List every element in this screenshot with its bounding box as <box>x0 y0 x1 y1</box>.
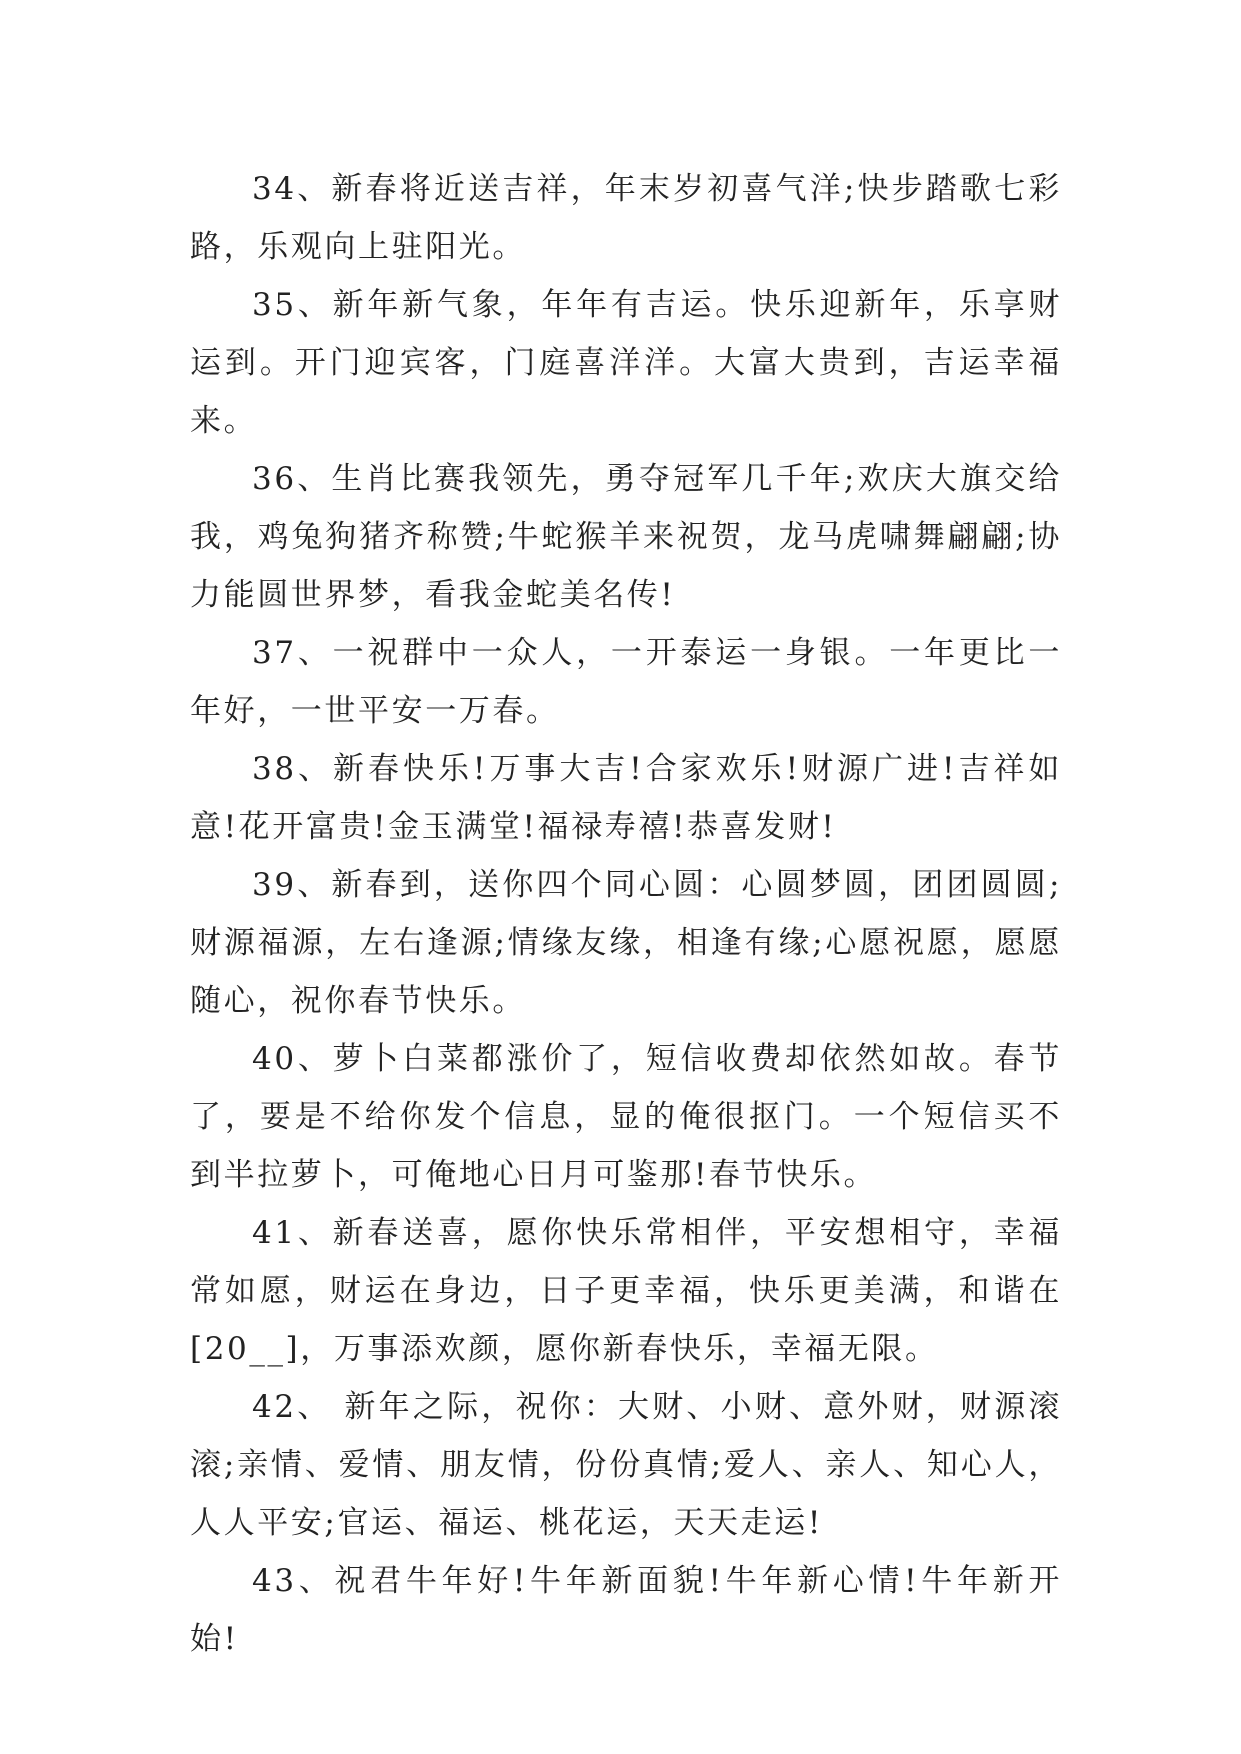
paragraph-39: 39、新春到，送你四个同心圆：心圆梦圆，团团圆圆;财源福源，左右逢源;情缘友缘，相逢有缘;心愿祝愿，愿愿随心，祝你春节快乐。 <box>190 867 1062 1019</box>
paragraph-43: 43、祝君牛年好!牛年新面貌!牛年新心情!牛年新开始! <box>190 1563 1062 1657</box>
paragraph-40: 40、萝卜白菜都涨价了，短信收费却依然如故。春节了，要是不给你发个信息，显的俺很抠门。一个短信买不到半拉萝卜，可俺地心日月可鉴那!春节快乐。 <box>190 1041 1062 1193</box>
document-body <box>190 160 1062 1668</box>
paragraph-37: 37、一祝群中一众人，一开泰运一身银。一年更比一年好，一世平安一万春。 <box>190 635 1062 729</box>
paragraph-41: 41、新春送喜，愿你快乐常相伴，平安想相守，幸福常如愿，财运在身边，日子更幸福，快乐更美满，和谐在[20__]，万事添欢颜，愿你新春快乐，幸福无限。 <box>190 1215 1062 1367</box>
paragraph-34: 34、新春将近送吉祥，年末岁初喜气洋;快步踏歌七彩路，乐观向上驻阳光。 <box>190 171 1062 265</box>
paragraph-35: 35、新年新气象，年年有吉运。快乐迎新年，乐享财运到。开门迎宾客，门庭喜洋洋。大富大贵到，吉运幸福来。 <box>190 287 1062 439</box>
paragraph-36: 36、生肖比赛我领先，勇夺冠军几千年;欢庆大旗交给我，鸡兔狗猪齐称赞;牛蛇猴羊来祝贺，龙马虎啸舞翩翩;协力能圆世界梦，看我金蛇美名传! <box>190 461 1062 613</box>
paragraph-42: 42、 新年之际，祝你：大财、小财、意外财，财源滚滚;亲情、爱情、朋友情，份份真情;爱人、亲人、知心人，人人平安;官运、福运、桃花运，天天走运! <box>190 1389 1062 1541</box>
paragraph-38: 38、新春快乐!万事大吉!合家欢乐!财源广进!吉祥如意!花开富贵!金玉满堂!福禄寿禧!恭喜发财! <box>190 751 1062 845</box>
